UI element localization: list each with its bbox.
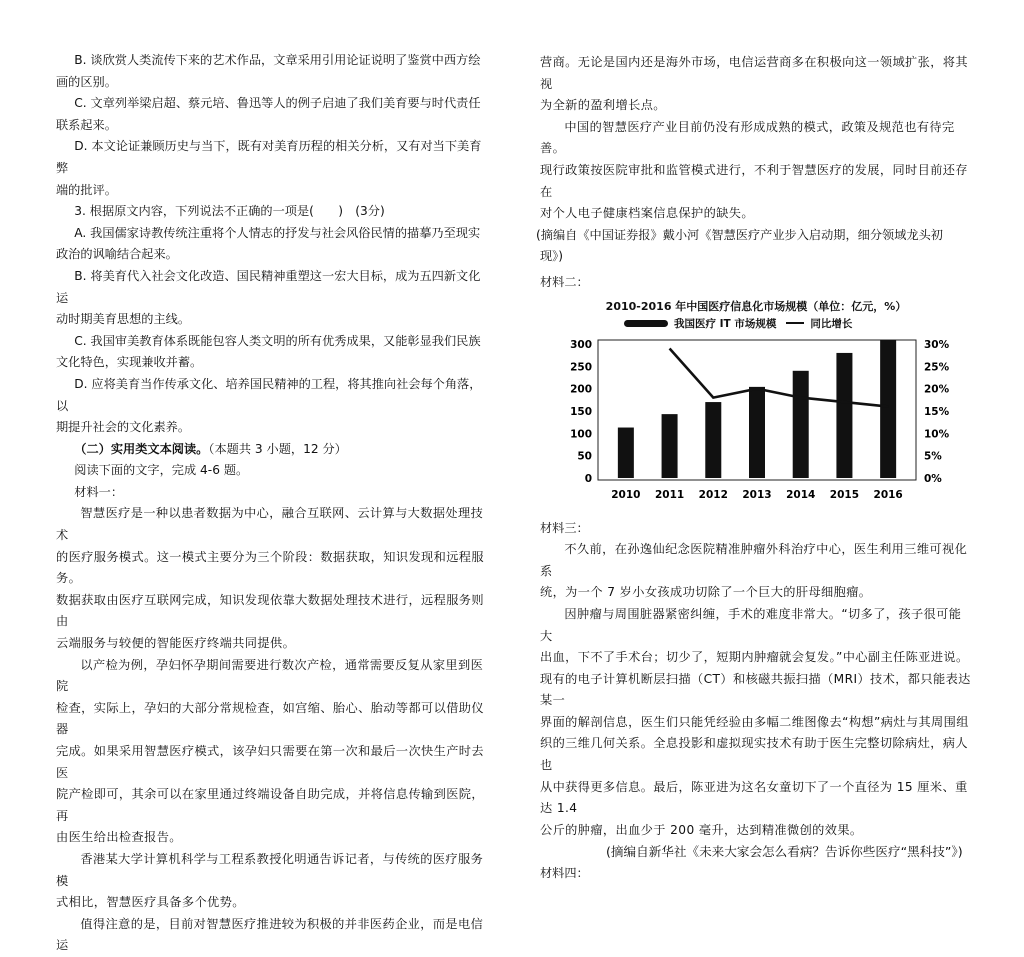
bar-2012 (705, 402, 721, 478)
text-line: 为全新的盈利增长点。 (540, 98, 666, 113)
y-tick-label: 0 (584, 472, 592, 485)
material1-label: 材料一： (74, 484, 124, 499)
text-line: 的医疗服务模式。这一模式主要分为三个阶段：数据获取，知识发现和远程服务。 (56, 549, 484, 586)
text-line: B. 谈欣赏人类流传下来的艺术作品，文章采用引用论证说明了鉴赏中西方绘 (74, 53, 481, 67)
text-line: 对个人电子健康档案信息保护的缺失。 (540, 206, 754, 221)
source-note-line: (摘编自《中国证券报》戴小河《智慧医疗产业步入启动期，细分领域龙头初 (536, 227, 943, 242)
legend-bar-label: 我国医疗 IT 市场规模 (674, 317, 777, 330)
y-tick-label: 50 (577, 450, 592, 463)
left-column (56, 50, 492, 957)
y2-tick-label: 30% (924, 338, 950, 351)
text-line: 政治的讽喻结合起来。 (56, 247, 178, 262)
text-line: 不久前，在孙逸仙纪念医院精准肿瘤外科治疗中心，医生利用三维可视化系 (540, 542, 968, 578)
text-line: 联系起来。 (56, 117, 117, 132)
read-prompt: 阅读下面的文字，完成 4-6 题。 (74, 463, 249, 478)
y-tick-label: 150 (570, 405, 592, 418)
bar-2015 (836, 352, 852, 477)
legend-bar-swatch (624, 320, 668, 327)
material4-label: 材料四： (540, 866, 589, 881)
text-line: 统，为一个 7 岁小女孩成功切除了一个巨大的肝母细胞瘤。 (540, 585, 872, 600)
y-tick-label: 250 (570, 360, 592, 373)
text-line: 数据获取由医疗互联网完成，知识发现依靠大数据处理技术进行，远程服务则由 (56, 592, 484, 629)
x-tick-label: 2013 (742, 488, 772, 501)
material3-label: 材料三： (540, 520, 589, 535)
text-line: 织的三维几何关系。全息投影和虚拟现实技术有助于医生完整切除病灶，病人也 (540, 736, 968, 773)
text-line: A. 我国儒家诗教传统注重将个人情志的抒发与社会风俗民情的描摹乃至现实 (74, 225, 481, 240)
chart-legend (624, 316, 852, 331)
text-line: D. 应将美育当作传承文化、培养国民精神的工程，将其推向社会每个角落，以 (56, 376, 482, 413)
y2-tick-label: 15% (924, 405, 950, 418)
y2-tick-label: 5% (924, 450, 942, 463)
market-chart (540, 298, 972, 514)
x-tick-label: 2010 (611, 488, 641, 501)
text-line: 因肿瘤与周围脏器紧密纠缠，手术的难度非常大。“切多了，孩子很可能大 (540, 606, 962, 643)
text-line: 值得注意的是，目前对智慧医疗推进较为积极的并非医药企业，而是电信运 (56, 916, 484, 953)
text-line: 3. 根据原文内容，下列说法不正确的一项是( ) (3分) (74, 204, 385, 219)
source-note-1 (536, 225, 972, 268)
growth-line (670, 348, 889, 406)
material1-body (56, 503, 492, 956)
text-line: 以产检为例，孕妇怀孕期间需要进行数次产检，通常需要反复从家里到医院 (56, 657, 484, 694)
y-tick-label: 300 (570, 338, 592, 351)
text-line: 式相比，智慧医疗具备多个优势。 (56, 895, 245, 910)
text-line: 公斤的肿瘤，出血少于 200 毫升，达到精准微创的效果。 (540, 822, 863, 837)
text-line: 从中获得更多信息。最后，陈亚进为这名女童切下了一个直径为 15 厘米、重达 1.4 (540, 779, 968, 816)
source-note-line: 现》) (540, 249, 564, 264)
material1-continued (540, 52, 972, 225)
y-tick-label: 100 (570, 427, 592, 440)
text-line: 现行政策按医院审批和监管模式进行，不利于智慧医疗的发展，同时目前还存在 (540, 162, 968, 199)
bar-2011 (662, 414, 678, 478)
chart-title: 2010-2016 年中国医疗信息化市场规模（单位：亿元，%） (605, 299, 907, 313)
text-line: 中国的智慧医疗产业目前仍没有形成成熟的模式，政策及规范也有待完善。 (540, 119, 955, 156)
text-line: 由医生给出检查报告。 (56, 830, 182, 845)
text-line: 期提升社会的文化素养。 (56, 420, 191, 435)
material3-body (540, 539, 972, 841)
text-line: 文化特色，实现兼收并蓄。 (56, 355, 203, 370)
text-line: 智慧医疗是一种以患者数据为中心，融合互联网、云计算与大数据处理技术 (56, 506, 484, 543)
text-line: 动时期美育思想的主线。 (56, 312, 191, 327)
text-line: 检查，实际上，孕妇的大部分常规检查，如宫缩、胎心、胎动等都可以借助仪器 (56, 700, 484, 737)
legend-line-swatch (786, 322, 804, 324)
text-line: 院产检即可，其余可以在家里通过终端设备自助完成，并将信息传输到医院，再 (56, 787, 484, 823)
text-line: D. 本文论证兼顾历史与当下，既有对美育历程的相关分析，又有对当下美育弊 (56, 139, 482, 175)
bar-2014 (793, 370, 809, 477)
text-line: B. 将美育代入社会文化改造、国民精神重塑这一宏大目标，成为五四新文化运 (56, 268, 481, 305)
y2-tick-label: 20% (924, 383, 950, 396)
text-line: 界面的解剖信息，医生们只能凭经验由多幅二维图像去“构想”病灶与其周围组 (540, 714, 969, 729)
text-line: C. 我国审美教育体系既能包容人类文明的所有优秀成果，又能彰显我们民族 (74, 333, 481, 348)
y-tick-label: 200 (570, 383, 592, 396)
text-line: 香港某大学计算机科学与工程系教授化明通告诉记者，与传统的医疗服务模 (56, 851, 484, 888)
material2-label: 材料二： (540, 274, 589, 289)
y2-tick-label: 0% (924, 472, 942, 485)
bar-2016 (880, 340, 896, 478)
text-line: 现有的电子计算机断层扫描（CT）和核磁共振扫描（MRI）技术，都只能表达某一 (540, 671, 971, 708)
x-tick-label: 2012 (698, 488, 728, 501)
text-line: 云端服务与较便的智能医疗终端共同提供。 (56, 636, 296, 651)
left-options (56, 50, 492, 439)
text-line: 出血，下不了手术台；切少了，短期内肿瘤就会复发。”中心副主任陈亚进说。 (540, 650, 969, 665)
source-note-2: (摘编自新华社《未来大家会怎么看病？告诉你些医疗“黑科技”》) (606, 844, 963, 860)
text-line: 营商。无论是国内还是海外市场，电信运营商多在积极向这一领域扩张，将其视 (540, 55, 968, 91)
section-heading: （二）实用类文本阅读。（本题共 3 小题，12 分） (74, 441, 347, 456)
chart-plot (540, 338, 972, 514)
x-tick-label: 2016 (873, 488, 903, 501)
x-tick-label: 2011 (654, 488, 685, 501)
bar-2010 (618, 427, 634, 477)
text-line: 画的区别。 (56, 74, 117, 89)
y2-tick-label: 10% (924, 427, 950, 440)
text-line: 端的批评。 (56, 182, 117, 197)
x-tick-label: 2015 (829, 488, 860, 501)
bar-2013 (749, 386, 765, 477)
legend-line-label: 同比增长 (810, 317, 853, 330)
text-line: C. 文章列举梁启超、蔡元培、鲁迅等人的例子启迪了我们美育要与时代责任 (74, 96, 481, 111)
y2-tick-label: 25% (924, 360, 950, 373)
right-column (536, 52, 972, 885)
x-tick-label: 2014 (786, 488, 816, 501)
text-line: 完成。如果采用智慧医疗模式，该孕妇只需要在第一次和最后一次快生产时去医 (56, 744, 484, 780)
